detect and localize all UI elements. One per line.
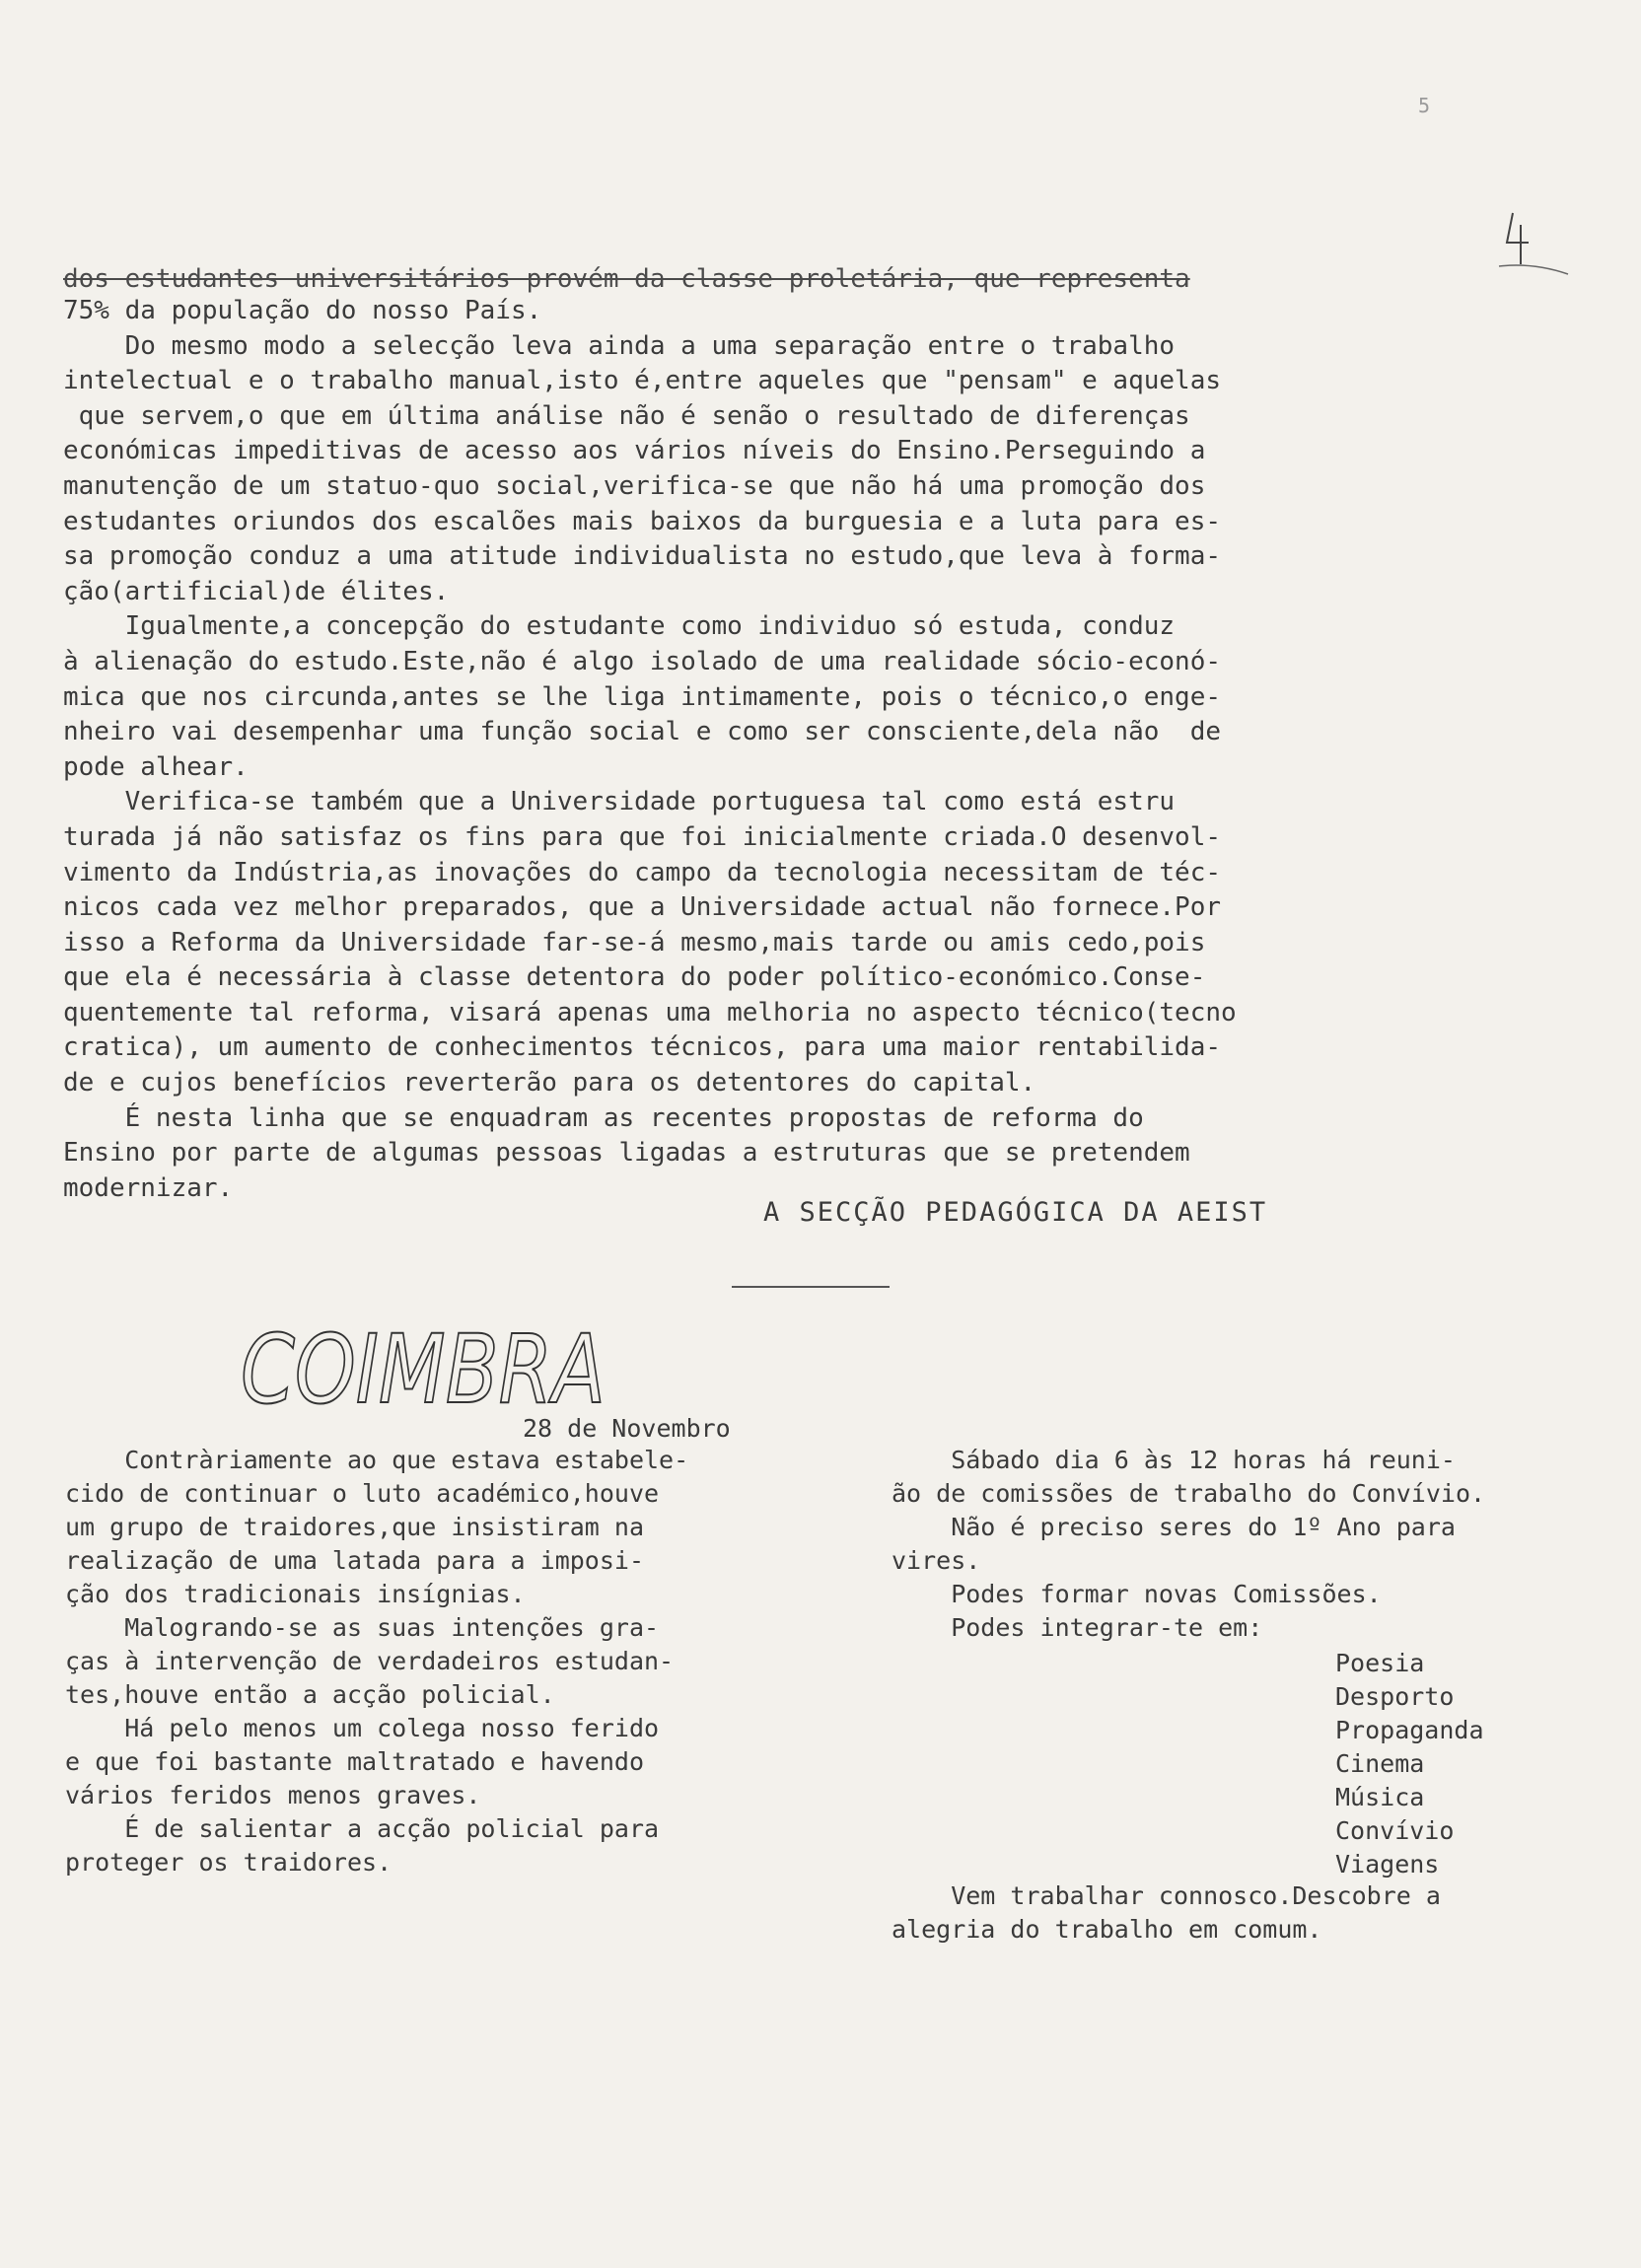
- text-line: Sábado dia 6 às 12 horas há reuni-: [892, 1446, 1456, 1474]
- text-line: pode alhear.: [63, 751, 249, 782]
- text-line: modernizar.: [63, 1172, 234, 1203]
- text-line: proteger os traidores.: [65, 1848, 392, 1877]
- struck-text: dos estudantes universitários provém da classe proletária, que representa: [63, 264, 1190, 294]
- text-line: Do mesmo modo a selecção leva ainda a uma separação entre o trabalho: [63, 330, 1176, 361]
- article-signature: A SECÇÃO PEDAGÓGICA DA AEIST: [763, 1197, 1268, 1228]
- text-line: Igualmente,a concepção do estudante como individuo só estuda, conduz: [63, 611, 1176, 642]
- text-line: Malogrando-se as suas intenções gra-: [65, 1613, 660, 1642]
- text-line: de e cujos benefícios reverterão para os detentores do capital.: [63, 1068, 1036, 1099]
- coimbra-right-column: [892, 1444, 1602, 1645]
- text-line: realização de uma latada para a imposi-: [65, 1546, 644, 1575]
- text-line: vários feridos menos graves.: [65, 1781, 481, 1809]
- section-divider: [732, 1286, 890, 1288]
- text-line: isso a Reforma da Universidade far-se-á mesmo,mais tarde ou amis cedo,pois: [63, 927, 1206, 957]
- text-line: cido de continuar o luto académico,houve: [65, 1479, 660, 1508]
- text-line: intelectual e o trabalho manual,isto é,entre aqueles que "pensam" e aquelas: [63, 366, 1221, 396]
- text-line: sa promoção conduz a uma atitude individualista no estudo,que leva à forma-: [63, 541, 1221, 572]
- coimbra-heading: [237, 1314, 611, 1425]
- text-line: ças à intervenção de verdadeiros estudan-: [65, 1647, 675, 1675]
- text-line: que ela é necessária à classe detentora do poder político-económico.Conse-: [63, 962, 1206, 993]
- text-line: um grupo de traidores,que insistiram na: [65, 1513, 644, 1541]
- text-line: Há pelo menos um colega nosso ferido: [65, 1714, 660, 1742]
- text-line: turada já não satisfaz os fins para que foi inicialmente criada.O desenvol-: [63, 821, 1221, 852]
- commission-item: Desporto: [1335, 1682, 1455, 1711]
- text-line: ção dos tradicionais insígnias.: [65, 1580, 526, 1608]
- coimbra-title-text: COIMBRA: [241, 1314, 606, 1425]
- text-line: Ensino por parte de algumas pessoas ligadas a estruturas que se pretendem: [63, 1138, 1190, 1169]
- commission-list: [1335, 1647, 1484, 1881]
- text-line: É de salientar a acção policial para: [65, 1814, 660, 1843]
- text-line: manutenção de um statuo-quo social,verifica-se que não há uma promoção dos: [63, 470, 1206, 501]
- text-line: vimento da Indústria,as inovações do campo da tecnologia necessitam de téc-: [63, 857, 1221, 887]
- page-number: 5: [1418, 94, 1431, 117]
- coimbra-date: 28 de Novembro: [523, 1414, 731, 1443]
- text-line: e que foi bastante maltratado e havendo: [65, 1747, 644, 1776]
- text-line: Podes formar novas Comissões.: [892, 1580, 1382, 1608]
- text-line: cratica), um aumento de conhecimentos técnicos, para uma maior rentabilida-: [63, 1032, 1221, 1063]
- commission-item: Cinema: [1335, 1749, 1425, 1778]
- commission-item: Música: [1335, 1783, 1425, 1811]
- text-line: É nesta linha que se enquadram as recentes propostas de reforma do: [63, 1102, 1144, 1133]
- commission-item: Viagens: [1335, 1850, 1440, 1878]
- text-line: estudantes oriundos dos escalões mais baixos da burguesia e a luta para es-: [63, 506, 1221, 536]
- commission-item: Propaganda: [1335, 1716, 1484, 1744]
- text-line: vires.: [892, 1546, 981, 1575]
- text-line: à alienação do estudo.Este,não é algo isolado de uma realidade sócio-econó-: [63, 646, 1221, 676]
- text-line: Contràriamente ao que estava estabele-: [65, 1446, 689, 1474]
- text-line: Não é preciso seres do 1º Ano para: [892, 1513, 1456, 1541]
- closing-text: [892, 1879, 1441, 1947]
- text-line: Verifica-se também que a Universidade portuguesa tal como está estru: [63, 787, 1176, 817]
- commission-item: Convívio: [1335, 1816, 1455, 1845]
- text-line: mica que nos circunda,antes se lhe liga intimamente, pois o técnico,o enge-: [63, 681, 1221, 712]
- text-line: alegria do trabalho em comum.: [892, 1915, 1322, 1944]
- text-line: que servem,o que em última análise não é senão o resultado de diferenças: [63, 400, 1190, 431]
- article-body: [63, 294, 1542, 1206]
- text-line: Vem trabalhar connosco.Descobre a: [892, 1881, 1441, 1910]
- text-line: ção(artificial)de élites.: [63, 576, 450, 606]
- text-line: económicas impeditivas de acesso aos vários níveis do Ensino.Perseguindo a: [63, 436, 1206, 466]
- text-line: nheiro vai desempenhar uma função social e como ser consciente,dela não de: [63, 717, 1221, 747]
- text-line: quentemente tal reforma, visará apenas uma melhoria no aspecto técnico(tecno: [63, 997, 1237, 1028]
- text-line: ão de comissões de trabalho do Convívio.: [892, 1479, 1486, 1508]
- struck-through-line: [63, 264, 1523, 294]
- text-line: nicos cada vez melhor preparados, que a Universidade actual não fornece.Por: [63, 892, 1221, 923]
- text-line: tes,houve então a acção policial.: [65, 1680, 555, 1709]
- text-line: Podes integrar-te em:: [892, 1613, 1263, 1642]
- text-line: 75% da população do nosso País.: [63, 296, 542, 325]
- coimbra-left-column: [65, 1444, 834, 1879]
- commission-item: Poesia: [1335, 1649, 1425, 1677]
